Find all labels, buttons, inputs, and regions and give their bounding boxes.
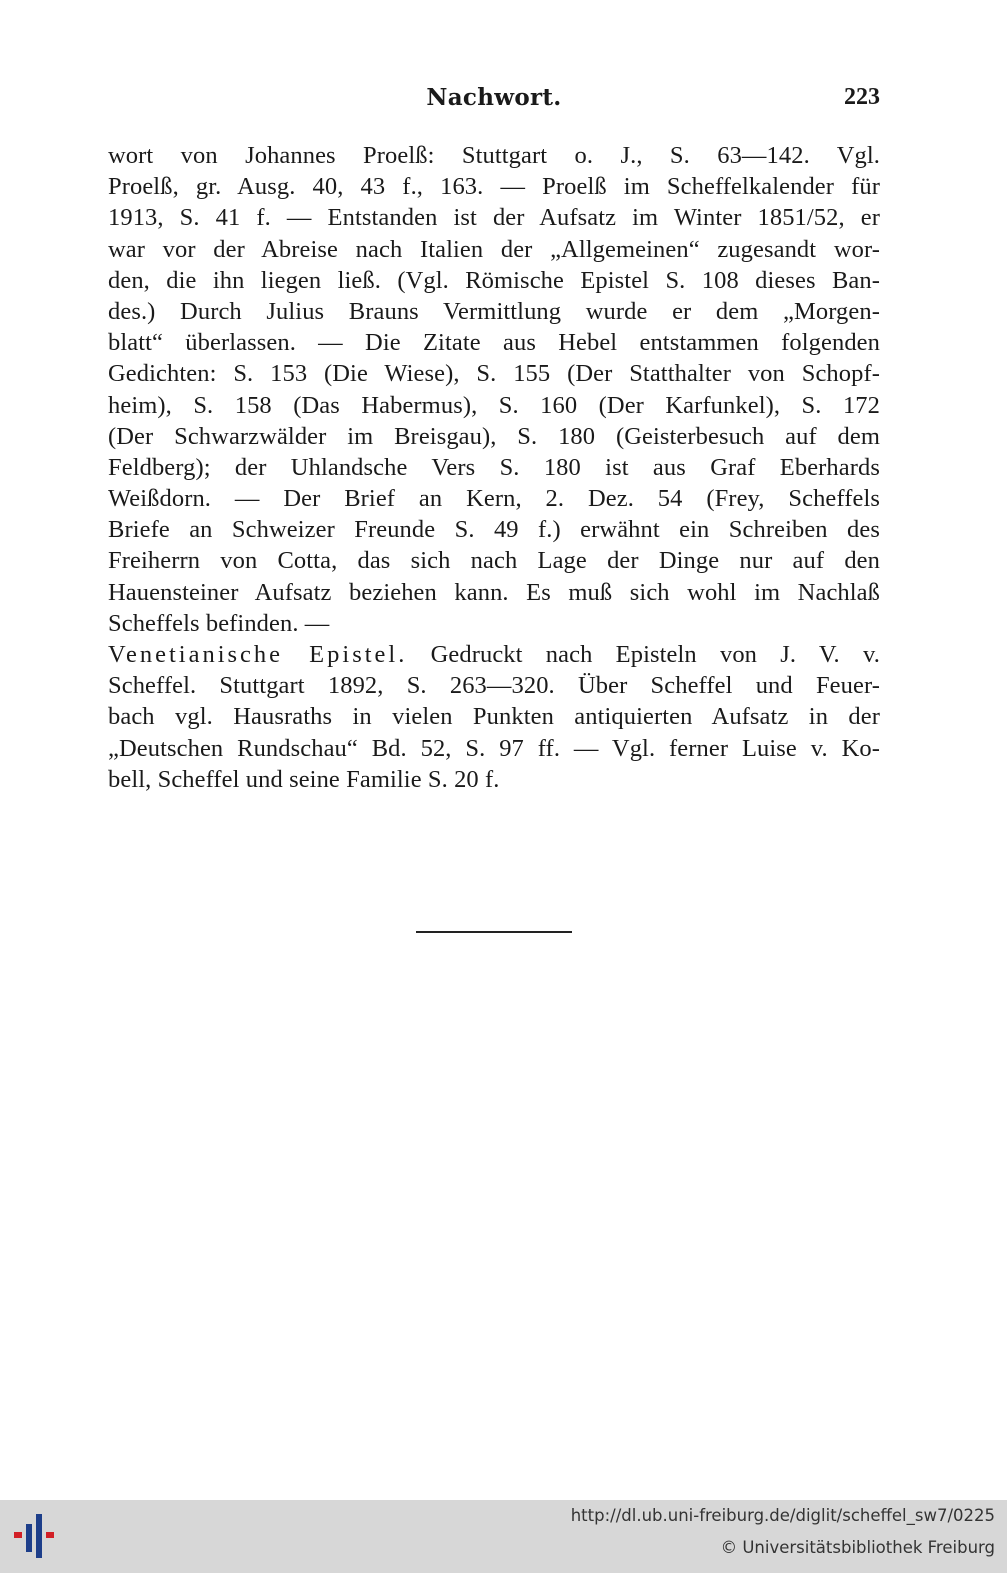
text-line: Hauensteiner Aufsatz beziehen kann. Es muß sich wohl im Nachlaß <box>108 578 880 606</box>
page-number: 223 <box>844 84 880 110</box>
copyright-notice: © Universitätsbibliothek Freiburg <box>720 1538 995 1557</box>
venetian-heading: Venetianische Epistel. <box>108 641 408 668</box>
text-line: Freiherrn von Cotta, das sich nach Lage der Dinge nur auf den <box>108 547 880 575</box>
library-logo-icon <box>14 1512 64 1562</box>
text-line: bach vgl. Hausraths in vielen Punkten antiquierten Aufsatz in der <box>108 703 880 731</box>
text-line: bell, Scheffel und seine Familie S. 20 f. <box>108 765 500 793</box>
text-line: 1913, S. 41 f. — Entstanden ist der Aufsatz im Winter 1851/52, er <box>108 204 880 232</box>
text-line: Gedichten: S. 153 (Die Wiese), S. 155 (Der Statthalter von Schopf- <box>108 360 880 388</box>
end-rule <box>416 931 572 933</box>
text-line: Scheffels befinden. — <box>108 609 330 637</box>
text-line: „Deutschen Rundschau“ Bd. 52, S. 97 ff. — Vgl. ferner Luise v. Ko- <box>108 734 880 762</box>
text-line: Briefe an Schweizer Freunde S. 49 f.) erwähnt ein Schreiben des <box>108 516 880 544</box>
text-line: den, die ihn liegen ließ. (Vgl. Römische Epistel S. 108 dieses Ban- <box>108 266 880 294</box>
text-line: Proelß, gr. Ausg. 40, 43 f., 163. — Proelß im Scheffelkalender für <box>108 173 880 201</box>
text-line: heim), S. 158 (Das Habermus), S. 160 (Der Karfunkel), S. 172 <box>108 391 880 419</box>
running-head <box>108 84 880 120</box>
running-title: Nachwort. <box>426 84 562 111</box>
text-line: Scheffel. Stuttgart 1892, S. 263—320. Über Scheffel und Feuer- <box>108 672 880 700</box>
text-line: Feldberg); der Uhlandsche Vers S. 180 ist aus Graf Eberhards <box>108 453 880 481</box>
body-text <box>108 140 880 795</box>
footer-bar <box>0 1500 1007 1573</box>
text-line: war vor der Abreise nach Italien der „Allgemeinen“ zugesandt wor- <box>108 235 880 263</box>
text-line: blatt“ überlassen. — Die Zitate aus Hebel entstammen folgenden <box>108 329 880 357</box>
text-line: des.) Durch Julius Brauns Vermittlung wurde er dem „Morgen- <box>108 297 880 325</box>
text-line: wort von Johannes Proelß: Stuttgart o. J., S. 63—142. Vgl. <box>108 142 880 169</box>
permalink-url[interactable]: http://dl.ub.uni-freiburg.de/diglit/scheffel_sw7/0225 <box>570 1506 995 1525</box>
text-line: Weißdorn. — Der Brief an Kern, 2. Dez. 54 (Frey, Scheffels <box>108 485 880 513</box>
text-line: (Der Schwarzwälder im Breisgau), S. 180 (Geisterbesuch auf dem <box>108 422 880 450</box>
venetian-first-rest: Gedruckt nach Episteln von J. V. v. <box>430 641 880 668</box>
venetian-first-line <box>108 639 880 670</box>
